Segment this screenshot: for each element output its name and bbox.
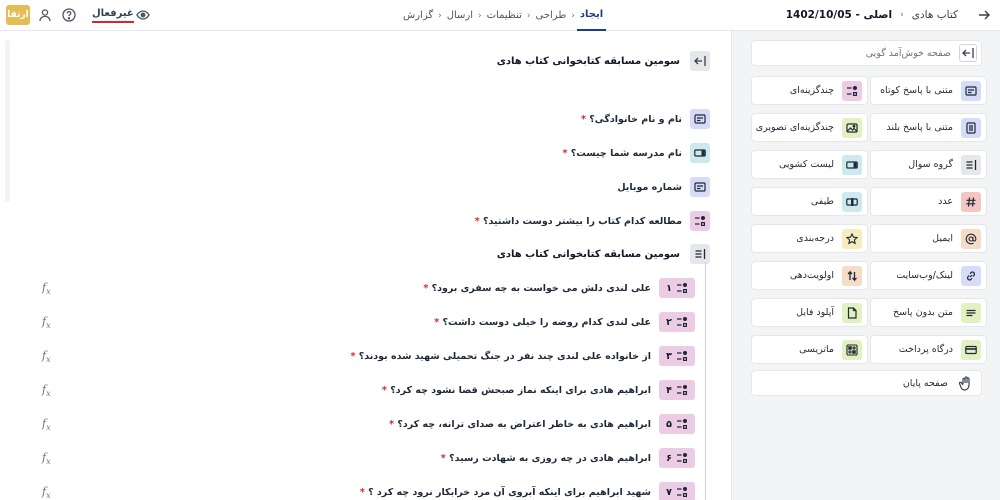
short-text-icon [690,109,710,129]
question-type-payment[interactable] [870,335,987,364]
question-number: ۴ [666,384,672,396]
link-icon [961,266,981,286]
question-label: علی لندی دلش می خواست به چه سفری برود؟ [431,282,651,294]
breadcrumb-version[interactable]: 1402/10/05 - اصلی [785,9,893,21]
question-number-badge [659,482,695,500]
required-marker: * [440,452,446,464]
user-icon[interactable] [38,8,52,22]
end-page-label: صفحه پایان [902,377,948,389]
question-type-label: آپلود فایل [796,307,834,318]
multiple-choice-icon [676,452,688,464]
question-label: نام و نام خانوادگی؟ [589,113,682,125]
question-type-statement[interactable] [870,298,987,327]
question-type-long-text[interactable] [870,113,987,142]
fx-base: f [42,485,47,498]
question-number-badge [659,312,695,332]
required-marker: * [580,113,586,125]
question-type-multiple-choice[interactable] [751,76,868,105]
help-icon[interactable] [62,8,76,22]
question-number: ۲ [666,316,672,328]
fx-base: f [42,281,47,294]
end-page-button[interactable] [751,370,982,396]
required-marker: * [562,147,568,159]
fx-base: f [42,383,47,396]
required-marker: * [389,418,395,430]
question-type-priority[interactable] [751,261,868,290]
group-question-row[interactable] [350,346,695,366]
question-type-label: عدد [938,196,953,207]
formula-fx-icon[interactable] [42,485,51,500]
question-number-badge [659,346,695,366]
group-question-row[interactable] [382,380,695,400]
question-label: مطالعه کدام کتاب را بیشتر دوست داشتید؟ [482,215,682,227]
question-type-image-choice[interactable] [751,113,868,142]
question-group-title: سومین مسابقه کتابخوانی کتاب هادی [496,248,680,260]
multiple-choice-icon [676,316,688,328]
group-question-row[interactable] [389,414,695,434]
chevron-left-icon: › [438,10,442,21]
chevron-left-icon: › [478,10,482,21]
question-label: نام مدرسه شما چیست؟ [570,147,682,159]
required-marker: * [423,282,429,294]
question-type-label: چندگزینه‌ای [789,85,834,96]
question-text [389,419,651,430]
matrix-icon [842,340,862,360]
fx-sub: x [46,389,51,399]
email-icon [961,229,981,249]
question-type-label: ماتریسی [799,344,834,355]
welcome-title: سومین مسابقه کتابخوانی کتاب هادی [496,55,680,67]
question-text [350,351,651,362]
question-type-dropdown[interactable] [751,150,868,179]
question-number-badge [659,380,695,400]
question-type-email[interactable] [870,224,987,253]
question-number: ۵ [666,418,672,430]
question-row[interactable] [617,177,710,197]
eye-icon[interactable] [136,8,150,22]
question-text [617,182,682,193]
range-icon [842,192,862,212]
question-text [423,283,651,294]
question-label: شهید ابراهیم برای اینکه آبروی آن مرد خرابکار نرود چه کرد ؟ [368,486,651,498]
question-number: ۶ [666,452,672,464]
question-row[interactable] [475,211,710,231]
multiple-choice-icon [676,418,688,430]
question-type-label: ایمیل [932,233,953,244]
formula-fx-icon[interactable] [42,417,51,432]
formula-fx-icon[interactable] [42,281,51,296]
question-text [563,148,682,159]
image-choice-icon [842,118,862,138]
question-group-row[interactable] [497,244,710,264]
formula-fx-icon[interactable] [42,451,51,466]
question-number-badge [659,414,695,434]
short-text-icon [690,177,710,197]
collapse-arrow-icon [959,44,977,62]
rating-icon [842,229,862,249]
multiple-choice-icon [842,81,862,101]
fx-base: f [42,417,47,430]
tab-create[interactable]: ایجاد [577,0,606,31]
question-text [441,453,651,464]
question-label: ابراهیم هادی در چه روزی به شهادت رسید؟ [449,452,651,464]
question-type-label: اولویت‌دهی [789,270,834,281]
question-label: شماره موبایل [617,181,682,193]
question-row[interactable] [581,109,710,129]
collapse-arrow-icon[interactable] [690,51,710,71]
group-question-row[interactable] [434,312,695,332]
question-label: ابراهیم هادی برای اینکه نماز صبحش قضا نشود چه کرد؟ [390,384,651,396]
formula-fx-icon[interactable] [42,383,51,398]
question-group-icon [690,244,710,264]
question-number: ۷ [666,486,672,498]
required-marker: * [350,350,356,362]
group-question-row[interactable] [441,448,695,468]
group-question-row[interactable] [423,278,695,298]
multiple-choice-icon [676,486,688,498]
fx-sub: x [46,321,51,331]
tab-send[interactable]: ارسال [446,10,474,21]
top-bar [0,0,1000,31]
question-type-rating[interactable] [751,224,868,253]
question-label: ابراهیم هادی به خاطر اعتراض به صدای ترانه، چه کرد؟ [397,418,651,430]
group-tree-line [705,262,706,500]
question-number: ۳ [666,350,672,362]
inactive-status-toggle[interactable]: غیرفعال [92,8,134,23]
formula-fx-icon[interactable] [42,315,51,330]
question-number: ۱ [666,282,672,294]
question-type-file-upload[interactable] [751,298,868,327]
question-text [581,114,682,125]
required-marker: * [359,486,365,498]
hand-wave-icon [956,373,976,393]
arrow-right-icon[interactable] [978,9,990,21]
tab-report[interactable]: گزارش [403,10,434,21]
main-tabs [400,0,606,31]
question-type-label: طیفی [810,196,834,207]
multiple-choice-icon [690,211,710,231]
fx-sub: x [46,457,51,467]
question-type-matrix[interactable] [751,335,868,364]
question-label: از خانواده علی لندی چند نفر در جنگ تحمیلی شهید شده بودند؟ [358,350,651,362]
question-row[interactable] [563,143,710,163]
welcome-title-row[interactable] [497,51,710,71]
question-text [475,216,682,227]
fx-base: f [42,349,47,362]
question-type-label: درگاه پرداخت [898,344,953,355]
required-marker: * [381,384,387,396]
question-type-link[interactable] [870,261,987,290]
question-label: علی لندی کدام روضه را خیلی دوست داشت؟ [442,316,651,328]
breadcrumb-book[interactable]: کتاب هادی [911,9,958,21]
question-type-label: لینک/وب‌سایت [896,270,953,281]
required-marker: * [434,316,440,328]
short-text-icon [961,81,981,101]
fx-base: f [42,451,47,464]
multiple-choice-icon [676,384,688,396]
multiple-choice-icon [676,282,688,294]
question-number-badge [659,448,695,468]
long-text-icon [961,118,981,138]
question-type-question-group[interactable] [870,150,987,179]
breadcrumb [786,8,958,22]
fx-sub: x [46,287,51,297]
question-type-label: متنی با پاسخ کوتاه [880,85,953,96]
tab-design[interactable]: طراحی [535,10,567,21]
welcome-page-label: صفحه خوش‌آمد گویی [865,47,951,59]
priority-icon [842,266,862,286]
formula-fx-icon[interactable] [42,349,51,364]
question-type-label: چندگزینه‌ای تصویری [755,122,834,133]
dropdown-icon [842,155,862,175]
question-type-label: متن بدون پاسخ [892,307,953,318]
upgrade-button[interactable]: ارتقا [6,5,30,25]
file-upload-icon [842,303,862,323]
fx-sub: x [46,491,51,500]
question-text [360,487,651,498]
statement-icon [961,303,981,323]
question-type-label: متنی با پاسخ بلند [886,122,953,133]
chevron-left-icon: › [900,10,904,20]
fx-sub: x [46,355,51,365]
question-type-range[interactable] [751,187,868,216]
payment-icon [961,340,981,360]
question-text [434,317,651,328]
question-type-label: لیست کشویی [778,159,834,170]
dropdown-icon [690,143,710,163]
welcome-page-button[interactable] [751,40,982,66]
group-question-row[interactable] [360,482,695,500]
fx-sub: x [46,423,51,433]
question-type-number[interactable] [870,187,987,216]
question-text [382,385,651,396]
chevron-left-icon: › [571,10,575,21]
vertical-scrollbar[interactable] [5,40,10,202]
fx-base: f [42,315,47,328]
question-number-badge [659,278,695,298]
question-group-icon [961,155,981,175]
question-types-panel [731,31,1000,500]
tab-settings[interactable]: تنظیمات [486,10,522,21]
question-type-label: درجه‌بندی [796,233,834,244]
question-type-label: گروه سوال [908,159,953,170]
number-icon [961,192,981,212]
question-type-short-text[interactable] [870,76,987,105]
multiple-choice-icon [676,350,688,362]
required-marker: * [474,215,480,227]
chevron-left-icon: › [526,10,531,21]
